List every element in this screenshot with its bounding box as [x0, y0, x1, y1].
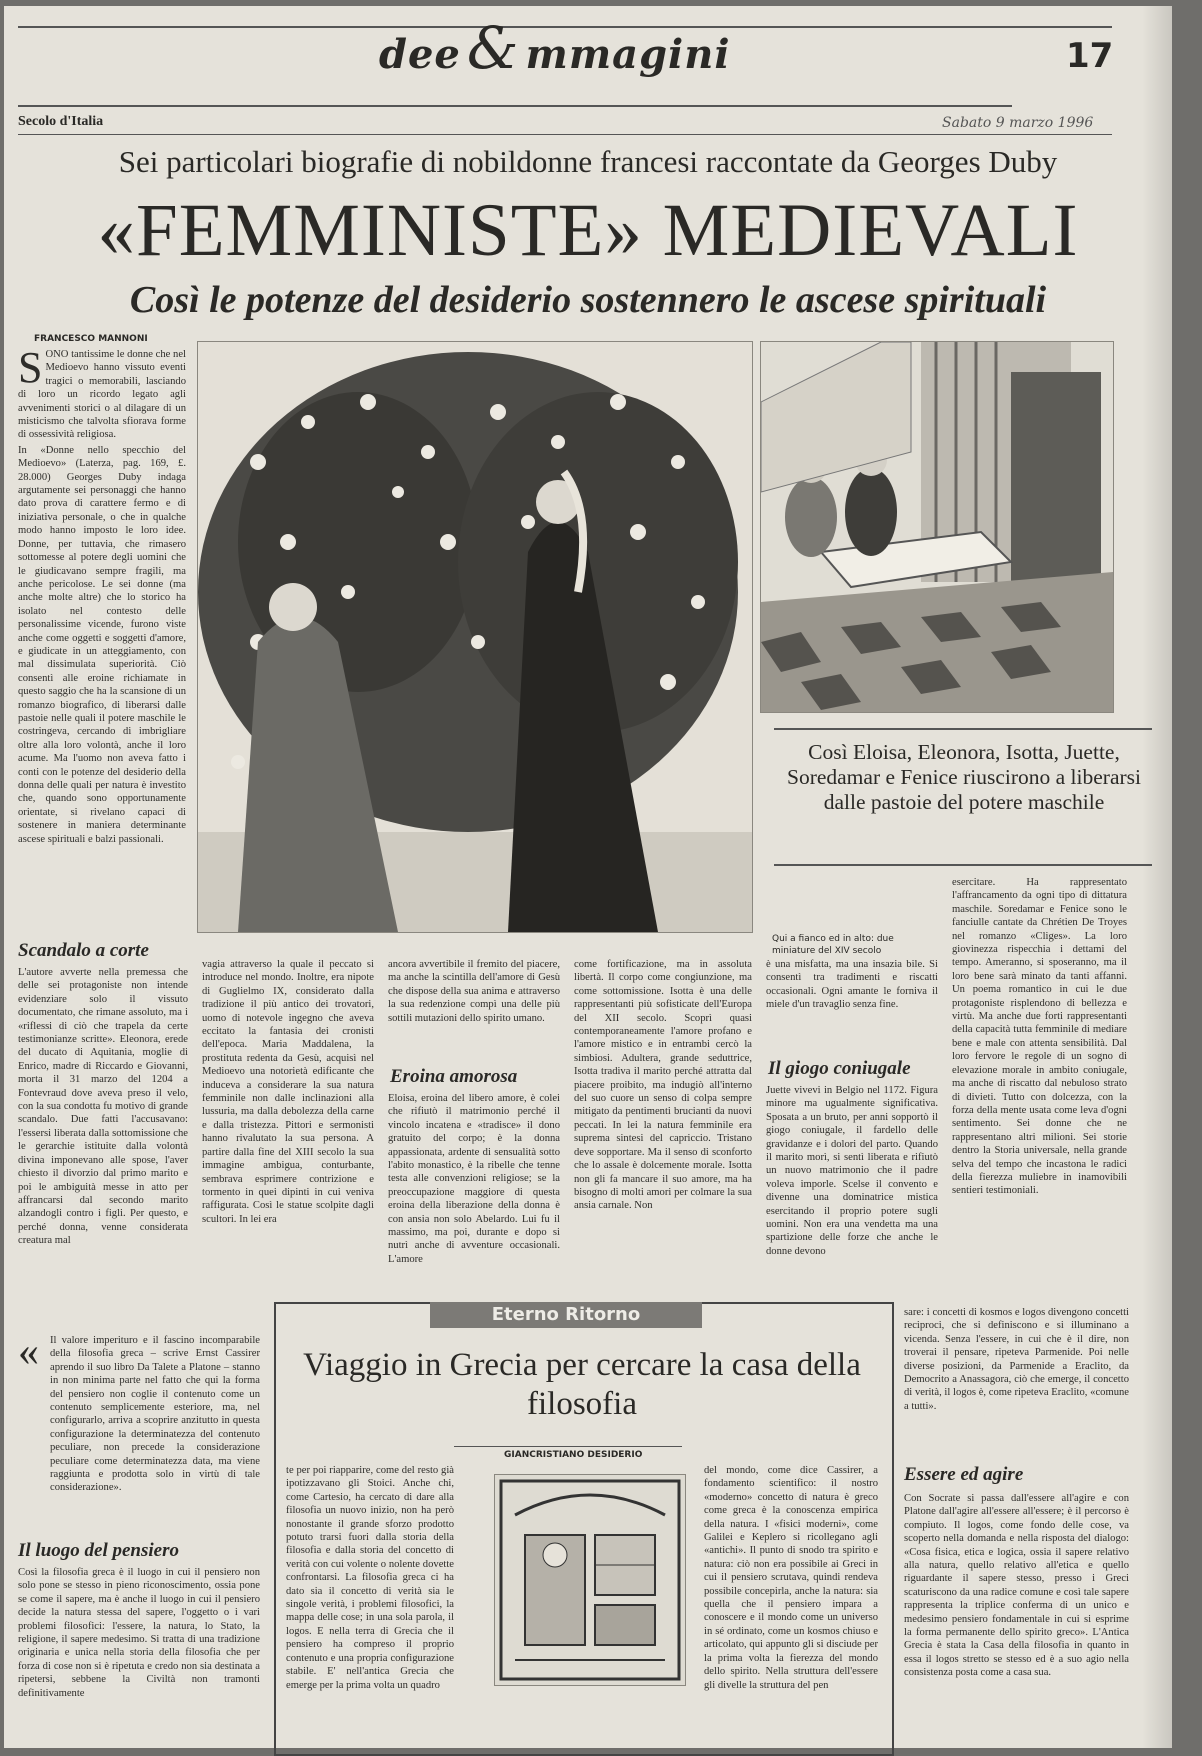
box-lead-column: Il valore imperituro e il fascino incomparabile della filosofia greca – scrive Ernst Cassirer aprendo il suo libro Da Talete a Platone – stanno in non minima parte nel fatto che qui la forma del pensiero non coglie il contenuto come un contenuto semplicemente esteriore, ma, nel configurarlo, arriva a scoprire anzitutto in questa configurazione la determinatezza del contenuto peculiare, non precede la considerazione peculiare come determinatezza data, ma viene raggiunta e prodotta solo in virtù di tale considerazione». [50, 1335, 260, 1494]
article-lead-column [18, 348, 186, 938]
masthead-ampersand: & [466, 14, 520, 82]
newspaper-logo: Secolo d'Italia [18, 114, 104, 129]
article-headline: «FEMMINISTE» MEDIEVALI [97, 189, 1079, 272]
masthead-right: mmagini [525, 31, 731, 78]
interior-miniature-art [761, 342, 1113, 712]
section-heading-essere: Essere ed agire [904, 1464, 1024, 1485]
photo-caption: Qui a fianco ed in alto: due miniature del XIV secolo [772, 934, 894, 956]
article-kicker: Sei particolari biografie di nobildonne francesi raccontate da Georges Duby [118, 144, 1058, 179]
box-byline: GIANCRISTIANO DESIDERIO [504, 1450, 643, 1460]
section-heading-scandalo: Scandalo a corte [18, 940, 149, 961]
box-column-3: del mondo, come dice Cassirer, a fondamento scientifico: il nostro «moderno» concetto di natura è greco come greca è la conoscenza empirica della natura. I «fisici moderni», come Galilei e Keplero si ricollegano agli «antichi». Il punto di snodo tra spirito e natura: ciò non era possibile ai Greci in cui il pensiero scrutava, quindi rendeva possibile concepirla, anche la natura: sia quella che il pensiero impara a conoscere e il mondo come un universo in sé ordinato, come un kosmos chiuso e articolato, qui appunto gli si disciude per la prima volta la fierezza del mondo dello spirito. Nella struttura dell'essere gli divelle la struttura del pen [704, 1465, 878, 1691]
section-heading-eroina: Eroina amorosa [390, 1066, 518, 1087]
drop-cap: S [18, 348, 43, 392]
box-byline-rule [454, 1446, 682, 1447]
dateline-rule [18, 134, 1112, 135]
article-column-5b: Juette vivevi in Belgio nel 1172. Figura minore ma ugualmente significativa. Sposata a un bruto, per anni sopportò il giogo coniugale, il fardello delle gravidanze e i dolori del parto. Quando il marito morì, si sentì liberata e rifiutò un nuovo matrimonio che il padre voleva imporle. Scelse il convento e divenne una dominatrice mistica esercitando il proprio potere sugli uomini. Non era una vendetta ma una spartizione delle forze che anche le donne devono [766, 1085, 938, 1257]
garden-miniature-art [198, 342, 752, 932]
article-column-6: esercitare. Ha rappresentato l'affrancamento da ogni tipo di dittatura maschile. Soredamar e Fenice sono le fanciulle cantate da Chrétien De Troyes nel romanzo «Cliges». La loro giovinezza rispecchia i dettami del tempo. Ameranno, si sposeranno, ma il loro bene sarà minato da tanti affanni. Un poema romantico in cui le due protagoniste risplendono di bellezza e virtù. Ma anche due forti rappresentanti della capacità tutta femminile di mediare bene e male con attenta sensibilità. Dal loro fervore le regole di un sogno di elevazione morale in ambito coniugale, ma anche di riscatto dal nebuloso strato di divieti. Tutto con dolcezza, con la forza della mente usata come leva d'ogni sentimento. Sei donne che ne rappresentano altri milioni. Sei storie dentro la Storia universale, nella grande selva del tempo che incastona le radici della fierezza muliebre in inamovibili sentieri testimoniali. [952, 877, 1127, 1197]
page-number: 17 [1066, 36, 1114, 76]
pull-caption: Così Eloisa, Eleonora, Isotta, Juette, Soredamar e Fenice riuscirono a liberarsi dalle pastoie del potere maschile [786, 740, 1141, 814]
article-column-3: ancora avvertibile il fremito del piacere, ma anche la scintilla dell'amore di Gesù che dispose della sua anima e attraverso la sua redenzione compì una delle più sottili mutazioni dello spirito umano. [388, 959, 560, 1024]
scholar-woodcut-art [495, 1475, 685, 1685]
lead-paragraph-2: In «Donne nello specchio del Medioevo» (Laterza, pag. 169, £. 28.000) Georges Duby indaga argutamente sei personaggi che hanno dato prova di carattere fermo e di iniziativa personale, o che in qualche modo hanno imposto le loro idee. Donne, per tuttavia, che rimasero sottomesse al potere degli uomini che le giudicavano sempre fragili, ma anche pericolose. Le sei donne (ma anche molte altre) che lo storico ha isolato nel contesto delle personalissime vicende, furono viste anche come oggetti e soggetti d'amore, e giudicate in un atteggiamento, con mal dissimulata superiorità. Ciò consentì alle eroine richiamate in questo saggio che ha la scansione di un romanzo biografico, di liberarsi dalle pastoie nelle quali il potere maschile le costringeva, cercando di imbrigliare oltre alla loro volontà, anche il loro acume. Ma l'uomo non aveva fatto i conti con le potenze del desiderio della donna delle quali per natura è investito che, quando sono opportunamente orientate, si rivelano capaci di sostenere in maniera determinante ascese spirituali e balzi passionali. [18, 444, 186, 845]
section-masthead [379, 14, 731, 82]
article-column-3b: Eloisa, eroina del libero amore, è colei che rifiutò il matrimonio perché il vincolo incatena e «tradisce» il dono gratuito del corpo; è la donna appassionata, ardente di sensualità sotto l'abito monastico, è la ribelle che tenne testa alle convenzioni religiose; se la preoccupazione maggiore di questa eroina della liberazione della donna è con ansia non solo Abelardo. Lui fu il massimo, ma poi, durante e dopo si nutrì anche di avventure occasionali. L'amore [388, 1093, 560, 1265]
article-byline: FRANCESCO MANNONI [34, 334, 148, 344]
box-headline: Viaggio in Grecia per cercare la casa della filosofia [303, 1347, 861, 1422]
box-section-label: Eterno Ritorno [430, 1302, 702, 1328]
section-heading-luogo: Il luogo del pensiero [18, 1540, 179, 1561]
scholar-woodcut [494, 1474, 686, 1686]
box-column-2: te per poi riapparire, come del resto già ipotizzavano gli Stoici. Anche chi, come Cartesio, ha cercato di dare alla filosofia un nuovo inizio, non ha però nonostante il grande sforzo prodotto potuto trarsi fuori dalla storia della filosofia e dalla storia del concetto di verità con cui volente o nolente dovette confrontarsi. La filosofia greca ci ha dato sia il concetto di verità sia le singole verità, i problemi filosofici, la mappa delle cose; in una sola parola, il logos. E nella terra di Grecia che il pensiero ha compreso il proprio contenuto e una propria configurazione stabile. E' nell'antica Grecia che emerge per la prima volta un quadro [286, 1465, 454, 1691]
article-column-1: L'autore avverte nella premessa che delle sei protagoniste non intende evidenziare solo il vissuto documentato, che rimane assoluto, ma i «riflessi di ciò che trapela da certe testimonianze scritte». Eleonora, erede del ducato di Aquitania, moglie di Enrico, madre di Riccardo e Giovanni, morta il 31 marzo del 1204 a Fontevraud dove aveva preso il velo, con la sua condotta fu motivo di grande scandalo. Due fatti l'accusavano: l'essersi liberata dalla sottomissione che le gerarchie istituite dalla volontà divina imponevano alle spose, l'aver chiesto il divorzio dal primo marito e poi le ambiguità messe in atto per affrancarsi dal secondo marito alzandogli contro i figli. Per questo, e perché donna, venne considerata creatura mal [18, 967, 188, 1247]
section-heading-giogo: Il giogo coniugale [768, 1058, 911, 1079]
box-column-4b: Con Socrate si passa dall'essere all'agire e con Platone dall'agire all'essere all'essere; è il percorso è compiuto. Il logos, come fondo delle cose, va scoperto nella domanda e nella risposta del dialogo: «Cosa fisica, etica e logica, ossia il sapere relativo alla natura, quello relativo all'etica e quello riguardante il sapere stesso, presso i Greci scaturiscono da una radice comune e così tale sapere rappresenta la triplice conferma di un unico e medesimo pensiero fondamentale in cui si esprime la forma permanente dello spirito greco». L'Antica Grecia è stata la Casa della filosofia in quanto in essa il logos stretto se stesso ed è a suo agio nella consistenza posta come a casa sua. [904, 1493, 1129, 1679]
caption-bottom-rule [774, 864, 1152, 866]
article-subhead: Così le potenze del desiderio sostennero le ascese spirituali [129, 279, 1047, 321]
issue-date: Sabato 9 marzo 1996 [942, 115, 1094, 131]
box-column-4: sare: i concetti di kosmos e logos divengono concetti reciproci, che si definiscono e si illuminano a vicenda. Senza l'essere, in cui che è il dire, non troverai il pensare, ripeteva Parmenide. Poi nelle diverse posizioni, da Parmenide a Eraclito, da Democrito a Anassagora, ciò che emerge, il concetto di verità, il logos è, come ripeteva Eraclito, «comune a tutti». [904, 1307, 1129, 1412]
header-bottom-rule [18, 105, 1012, 107]
interior-miniature [760, 341, 1114, 713]
article-column-5: è una misfatta, ma una insazia bile. Si consentì tra tradimenti e riscatti occasionali. Ogni amante le forniva il miele d'un travaglio senza fine. [766, 959, 938, 1011]
box-column-1: Così la filosofia greca è il luogo in cui il pensiero non solo pone se stesso in pieno riconoscimento, ossia pone se come il sapere, ma è anche il luogo in cui il pensiero decide la natura stessa del sapere, l'oggetto o i vari problemi filosofici: l'essere, la natura, lo Stato, la religione, il sapere medesimo. Si tratta di una tradizione originaria e unica nella storia della filosofia che per forza di cose non si è ripetuta e credo non sia destinata a ripetersi, sebbene la Civiltà non tramonti definitivamente [18, 1567, 260, 1699]
garden-miniature [197, 341, 753, 933]
lead-paragraph: ONO tantissime le donne che nel Medioevo hanno vissuto eventi tragici o memorabili, lasciando di loro un ricordo legato agli avvenimenti storici o al dilagare di un misticismo che talvolta sfiorava forme di ossessività religiosa. [18, 349, 186, 441]
newspaper-page [4, 6, 1172, 1748]
quote-mark: « [18, 1329, 39, 1375]
masthead-left: dee [379, 31, 461, 78]
article-column-4: come fortificazione, ma in assoluta libertà. Il corpo come congiunzione, ma come sottomissione. Isotta è una delle rappresentanti più sofisticate dell'Europa del XII secolo. Scoprì quasi contemporaneamente l'amore profano e l'amore mistico e in entrambi cercò la simbiosi. Adultera, grande seduttrice, Isotta tradiva il marito perché attratta dal piacere proibito, ma indugiò all'interno del suo cuore un senso di colpa sempre mitigato da pentimenti brucianti da nuovi peccati. In lei la natura femminile era suprema sintesi del capriccio. Tristano deve sopportare. Ma il senso di sconforto che lo assale è dolcemente morale. Isotta non gli fa mancare il suo amore, ma ha bisogno di molti amori per colmare la sua ansia carnale. Non [574, 959, 752, 1212]
article-column-2: vagia attraverso la quale il peccato si introduce nel mondo. Inoltre, era nipote di Guglielmo IX, considerato dalla tradizione il più antico dei trovatori, uomo di notevole ingegno che aveva eccitato la fantasia dei cronisti dell'epoca. Maria Maddalena, la prostituta redenta da Gesù, acquisì nel Medioevo una notorietà edificante che induceva a considerare la sua natura femminile non dalle inclinazioni alla lussuria, ma dalla debolezza della carne e dalla tristezza. Pittori e sermonisti hanno rivalutato la sua persona. A partire dalla fine del XIII secolo la sua immagine ambigua, conturbante, sembrava esprimere contrizione e tormento in quei dipinti in cui veniva raffigurata. Così le statue scolpite dagli scultori. In lei era [202, 959, 374, 1225]
caption-top-rule [774, 728, 1152, 730]
